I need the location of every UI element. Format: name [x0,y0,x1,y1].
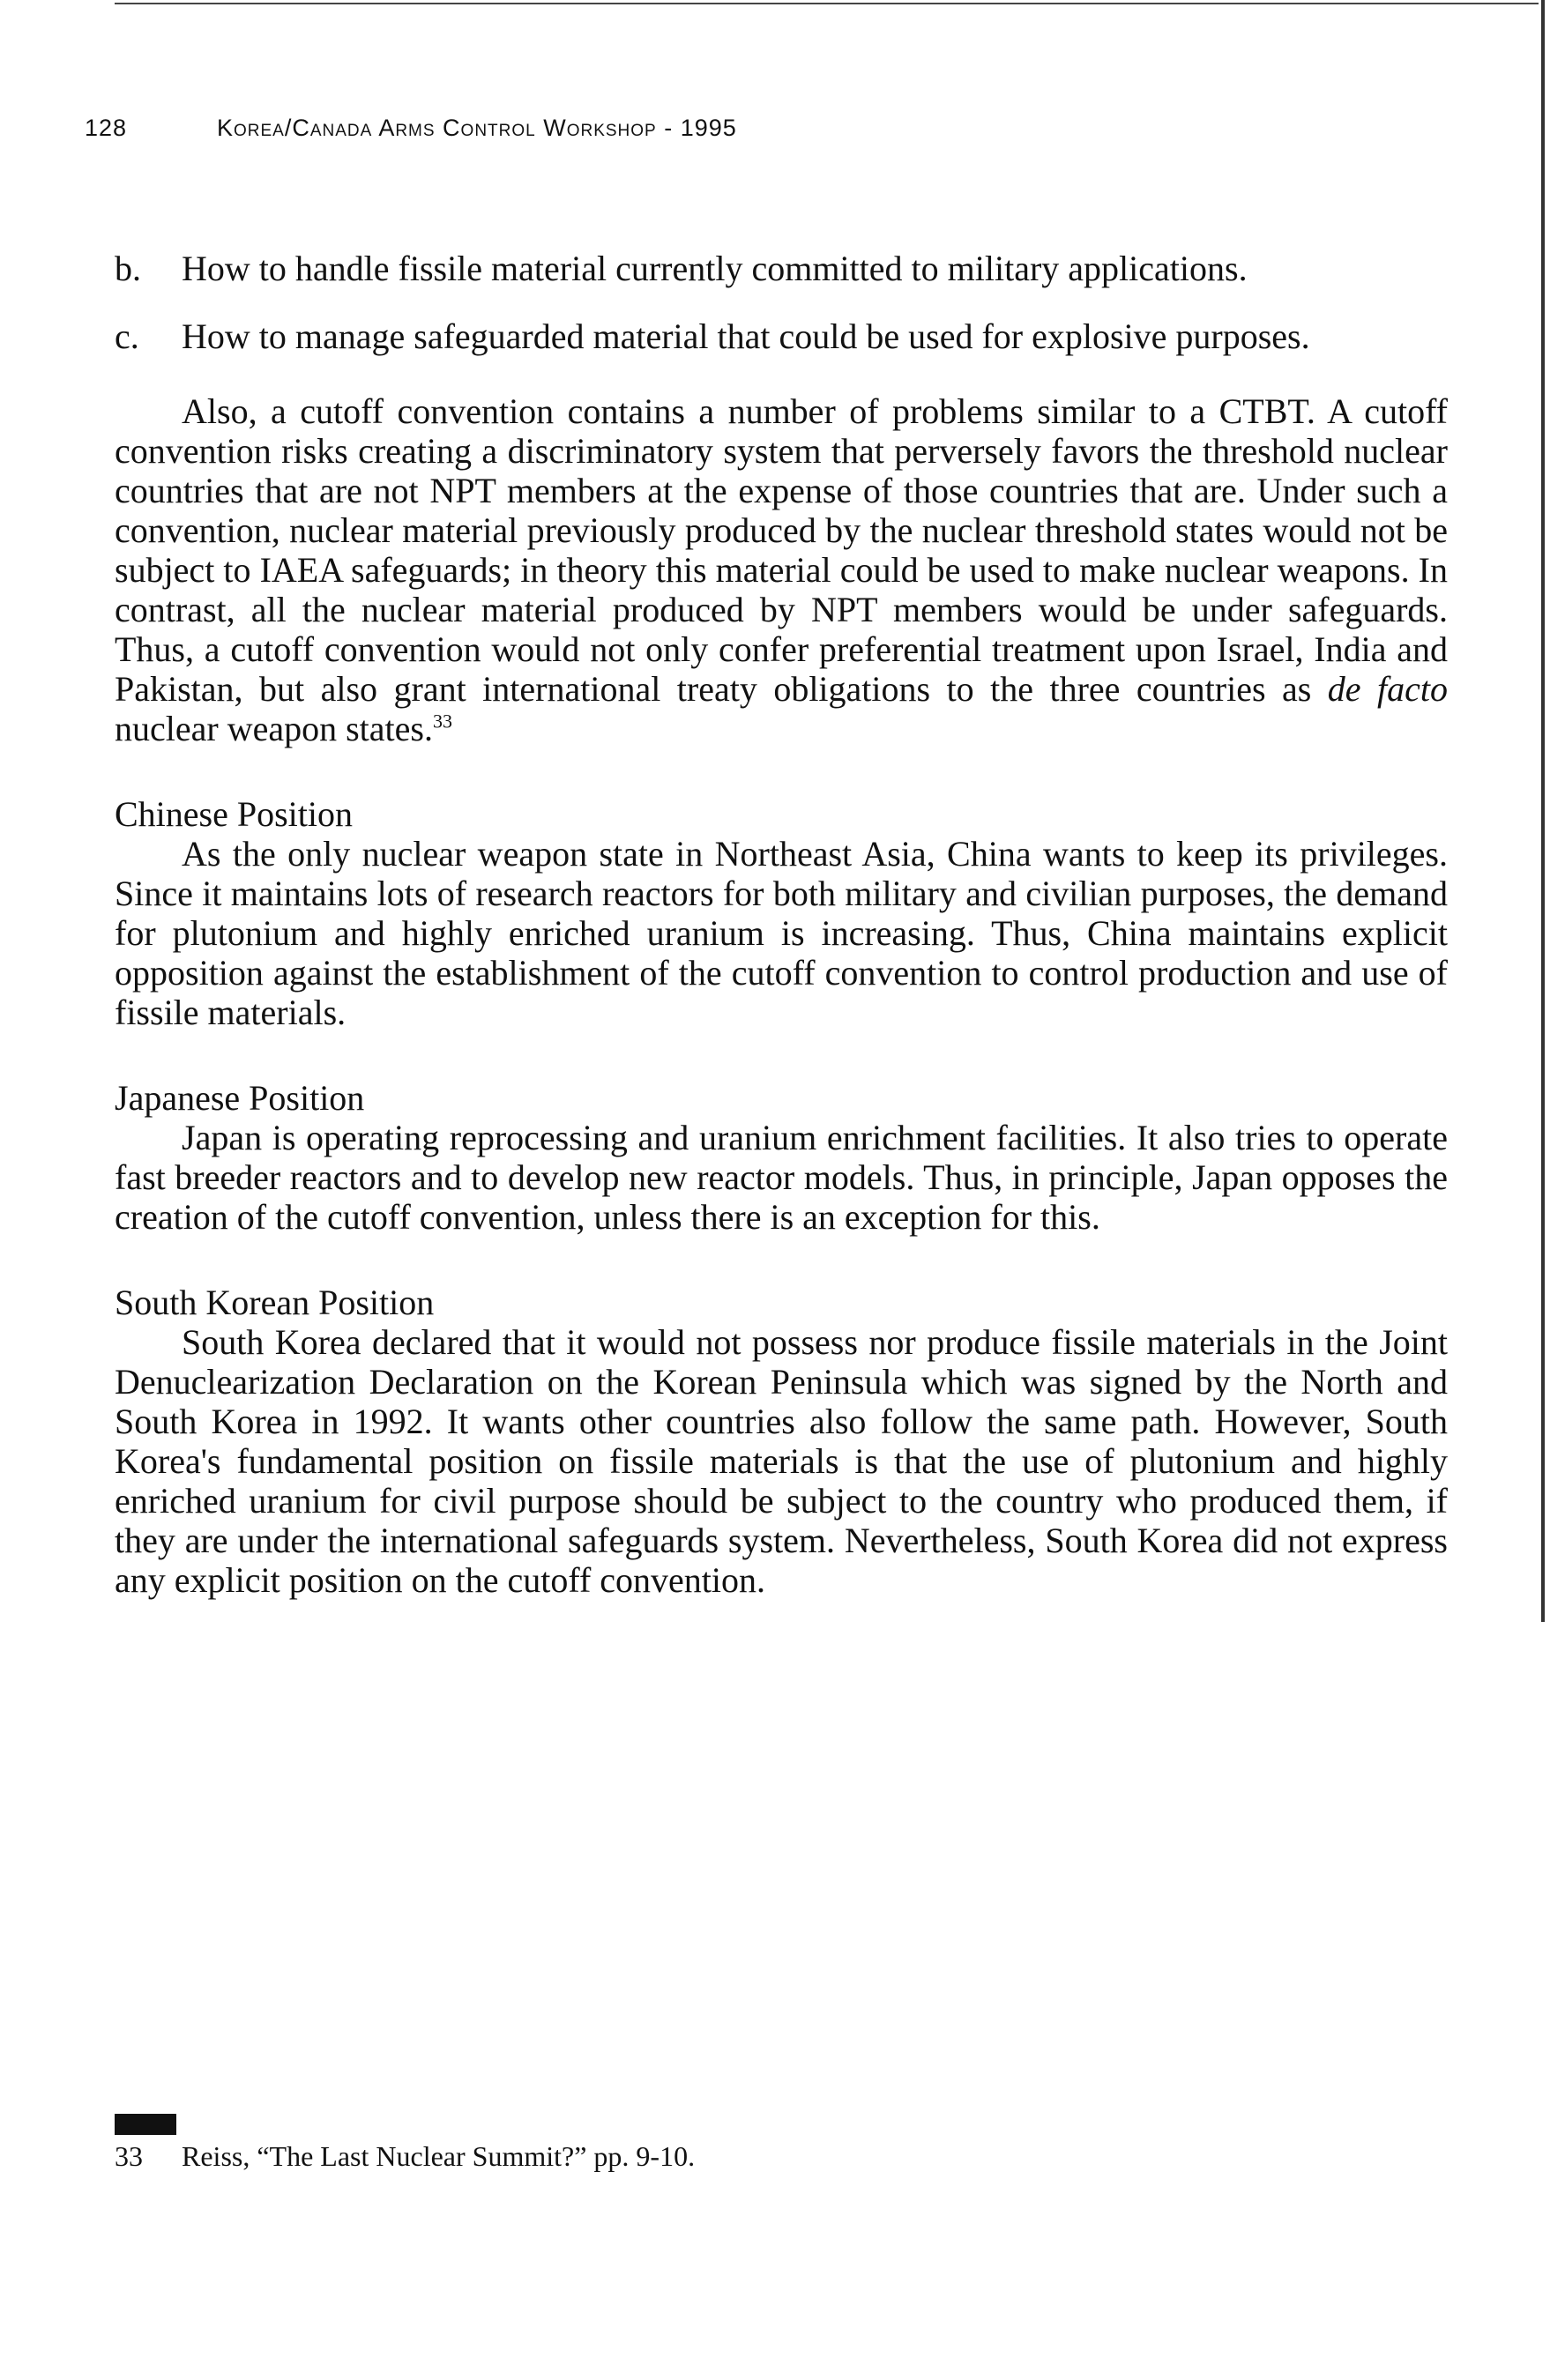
list-marker: b. [115,249,141,288]
list-item-text: How to handle fissile material currently committed to military applications. [182,249,1248,288]
list-item [115,249,1448,288]
page-number: 128 [85,115,128,141]
list [115,249,1448,356]
footnote [115,2140,695,2173]
footnote-number: 33 [115,2140,143,2172]
intro-paragraph-text: Also, a cutoff convention contains a number of problems similar to a CTBT. A cutoff convention risks creating a discriminatory system that perversely favors the threshold nuclear countries that are not NPT members at the expense of those countries that are. Under such a convention, nuclear material previously produced by the nuclear threshold states would not be subject to IAEA safeguards; in theory this material could be used to make nuclear weapons. In contrast, all the nuclear material produced by NPT members would be under safeguards. Thus, a cutoff convention would not only confer preferential treatment upon Israel, India and Pakistan, but also grant international treaty obligations to the three countries as [115,391,1448,709]
running-head-title: Korea/Canada Arms Control Workshop - 1995 [217,115,737,141]
section-heading: Japanese Position [115,1078,365,1118]
section-heading: South Korean Position [115,1283,435,1322]
right-margin-rule [1541,0,1545,1622]
section-body: As the only nuclear weapon state in Northeast Asia, China wants to keep its privileges. Since it maintains lots of research reactors for both military and civilian purposes, the demand for plutonium and highly enriched uranium is increasing. Thus, China maintains explicit opposition against the establishment of the cutoff convention to control production and use of fissile materials. [115,834,1448,1032]
page-body [115,249,1448,1600]
section-body: South Korea declared that it would not possess nor produce fissile materials in the Joint Denuclearization Declaration on the Korean Peninsula which was signed by the North and South Korea in 1992. It wants other countries also follow the same path. However, South Korea's fundamental position on fissile materials is that the use of plutonium and highly enriched uranium for civil purpose should be subject to the country who produced them, if they are under the international safeguards system. Nevertheless, South Korea did not express any explicit position on the cutoff convention. [115,1322,1448,1600]
footnote-reference: 33 [432,710,452,733]
section-south-korean-position [115,1283,1448,1600]
list-item-text: How to manage safeguarded material that could be used for explosive purposes. [182,316,1310,356]
intro-paragraph [115,391,1448,748]
top-rule [115,3,1539,4]
section-body: Japan is operating reprocessing and uranium enrichment facilities. It also tries to operate fast breeder reactors and to develop new reactor models. Thus, in principle, Japan opposes the creation of the cutoff convention, unless there is an exception for this. [115,1118,1448,1237]
intro-paragraph-tail: nuclear weapon states. [115,709,433,748]
intro-paragraph-italic: de facto [1327,669,1449,709]
list-item [115,316,1448,356]
section-japanese-position [115,1078,1448,1237]
running-head [85,115,737,142]
section-heading: Chinese Position [115,794,354,834]
section-chinese-position [115,794,1448,1032]
footnote-separator [115,2114,176,2135]
list-marker: c. [115,316,139,356]
footnote-text: Reiss, “The Last Nuclear Summit?” pp. 9-10. [182,2140,696,2172]
